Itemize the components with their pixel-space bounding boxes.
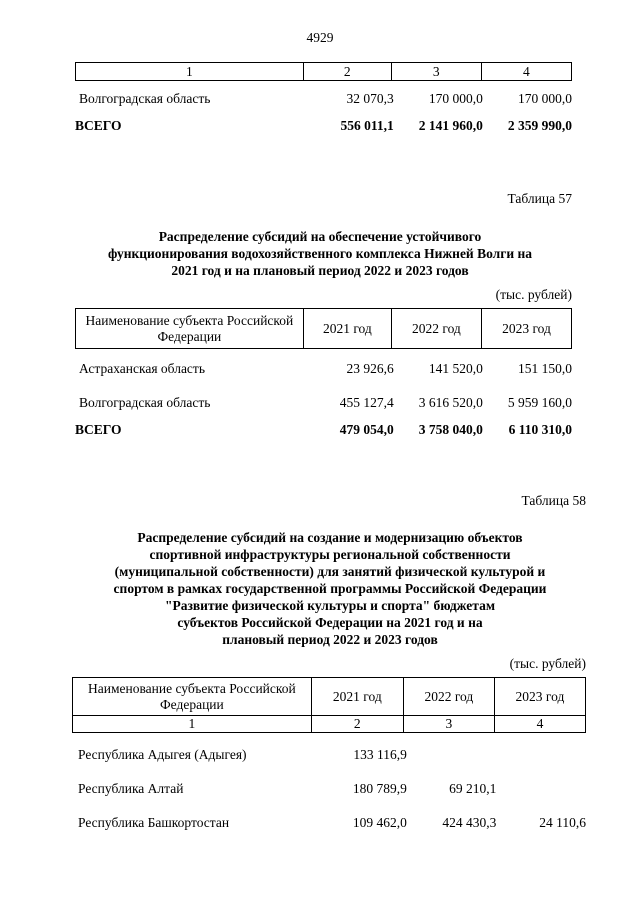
value-cell: 109 462,0 xyxy=(352,815,407,830)
title-line: (муниципальной собственности) для занятий физической культурой и xyxy=(114,564,546,579)
region-name: Республика Алтай xyxy=(78,781,184,796)
col-number: 1 xyxy=(76,63,304,81)
value-cell: 2 359 990,0 xyxy=(507,118,572,133)
total-row xyxy=(75,420,572,440)
header-year: 2021 год xyxy=(303,309,391,349)
header-year: 2022 год xyxy=(391,309,481,349)
value-cell xyxy=(496,738,586,772)
title-line: 2021 год и на плановый период 2022 и 2023 годов xyxy=(171,263,469,278)
table-57-header xyxy=(75,308,572,349)
title-line: функционирования водохозяйственного комплекса Нижней Волги на xyxy=(107,246,533,261)
top-table-header xyxy=(75,62,572,81)
value-cell: 3 758 040,0 xyxy=(418,422,483,437)
table-57-label: Таблица 57 xyxy=(507,191,572,206)
value-cell: 180 789,9 xyxy=(352,781,407,796)
value-cell: 3 616 520,0 xyxy=(418,395,483,410)
table-58-body xyxy=(72,738,586,840)
value-cell xyxy=(496,772,586,806)
table-row xyxy=(72,738,586,772)
col-number: 2 xyxy=(303,63,391,81)
total-row xyxy=(75,112,572,140)
total-label: ВСЕГО xyxy=(75,118,122,133)
col-number: 4 xyxy=(481,63,571,81)
header-year: 2022 год xyxy=(403,678,494,716)
value-cell: 151 150,0 xyxy=(518,361,572,376)
value-cell xyxy=(407,738,497,772)
header-year: 2021 год xyxy=(311,678,403,716)
title-line: Распределение субсидий на создание и модернизацию объектов xyxy=(137,530,523,545)
value-cell: 23 926,6 xyxy=(346,361,394,376)
col-number: 3 xyxy=(403,716,494,733)
table-57-unit: (тыс. рублей) xyxy=(495,287,572,302)
title-line: "Развитие физической культуры и спорта" бюджетам xyxy=(164,598,496,613)
region-name: Волгоградская область xyxy=(79,395,211,410)
col-number: 3 xyxy=(391,63,481,81)
title-line: субъектов Российской Федерации на 2021 год и на xyxy=(177,615,483,630)
table-57-title xyxy=(0,228,640,279)
total-label: ВСЕГО xyxy=(75,422,122,437)
table-58-label: Таблица 58 xyxy=(521,493,586,508)
value-cell: 69 210,1 xyxy=(449,781,497,796)
page-number: 4929 xyxy=(306,30,334,45)
header-year: 2023 год xyxy=(481,309,571,349)
col-number: 1 xyxy=(73,716,312,733)
value-cell: 170 000,0 xyxy=(428,91,483,106)
col-number: 2 xyxy=(311,716,403,733)
value-cell: 170 000,0 xyxy=(518,91,572,106)
header-name: Наименование субъекта Российской Федерации xyxy=(76,309,304,349)
title-line: Распределение субсидий на обеспечение устойчивого xyxy=(158,229,482,244)
table-57-body xyxy=(75,352,572,440)
table-58-unit: (тыс. рублей) xyxy=(509,656,586,671)
top-table-body xyxy=(75,86,572,140)
title-line: плановый период 2022 и 2023 годов xyxy=(222,632,438,647)
region-name: Республика Адыгея (Адыгея) xyxy=(78,747,247,762)
value-cell: 141 520,0 xyxy=(428,361,483,376)
region-name: Республика Башкортостан xyxy=(78,815,230,830)
title-line: спортом в рамках государственной программы Российской Федерации xyxy=(113,581,547,596)
col-number: 4 xyxy=(494,716,585,733)
value-cell: 2 141 960,0 xyxy=(418,118,483,133)
table-row xyxy=(72,772,586,806)
header-year: 2023 год xyxy=(494,678,585,716)
value-cell: 424 430,3 xyxy=(442,815,497,830)
table-row xyxy=(75,86,572,112)
value-cell: 479 054,0 xyxy=(339,422,394,437)
table-row xyxy=(75,352,572,386)
table-row xyxy=(75,386,572,420)
table-58-title xyxy=(10,529,640,648)
title-line: спортивной инфраструктуры региональной собственности xyxy=(149,547,511,562)
table-row xyxy=(72,806,586,840)
table-58-header xyxy=(72,677,586,733)
value-cell: 6 110 310,0 xyxy=(508,422,572,437)
value-cell: 32 070,3 xyxy=(346,91,394,106)
region-name: Волгоградская область xyxy=(79,91,211,106)
value-cell: 556 011,1 xyxy=(340,118,394,133)
value-cell: 24 110,6 xyxy=(539,815,586,830)
value-cell: 455 127,4 xyxy=(339,395,394,410)
value-cell: 5 959 160,0 xyxy=(507,395,572,410)
value-cell: 133 116,9 xyxy=(353,747,407,762)
region-name: Астраханская область xyxy=(79,361,205,376)
header-name: Наименование субъекта Российской Федерации xyxy=(73,678,312,716)
